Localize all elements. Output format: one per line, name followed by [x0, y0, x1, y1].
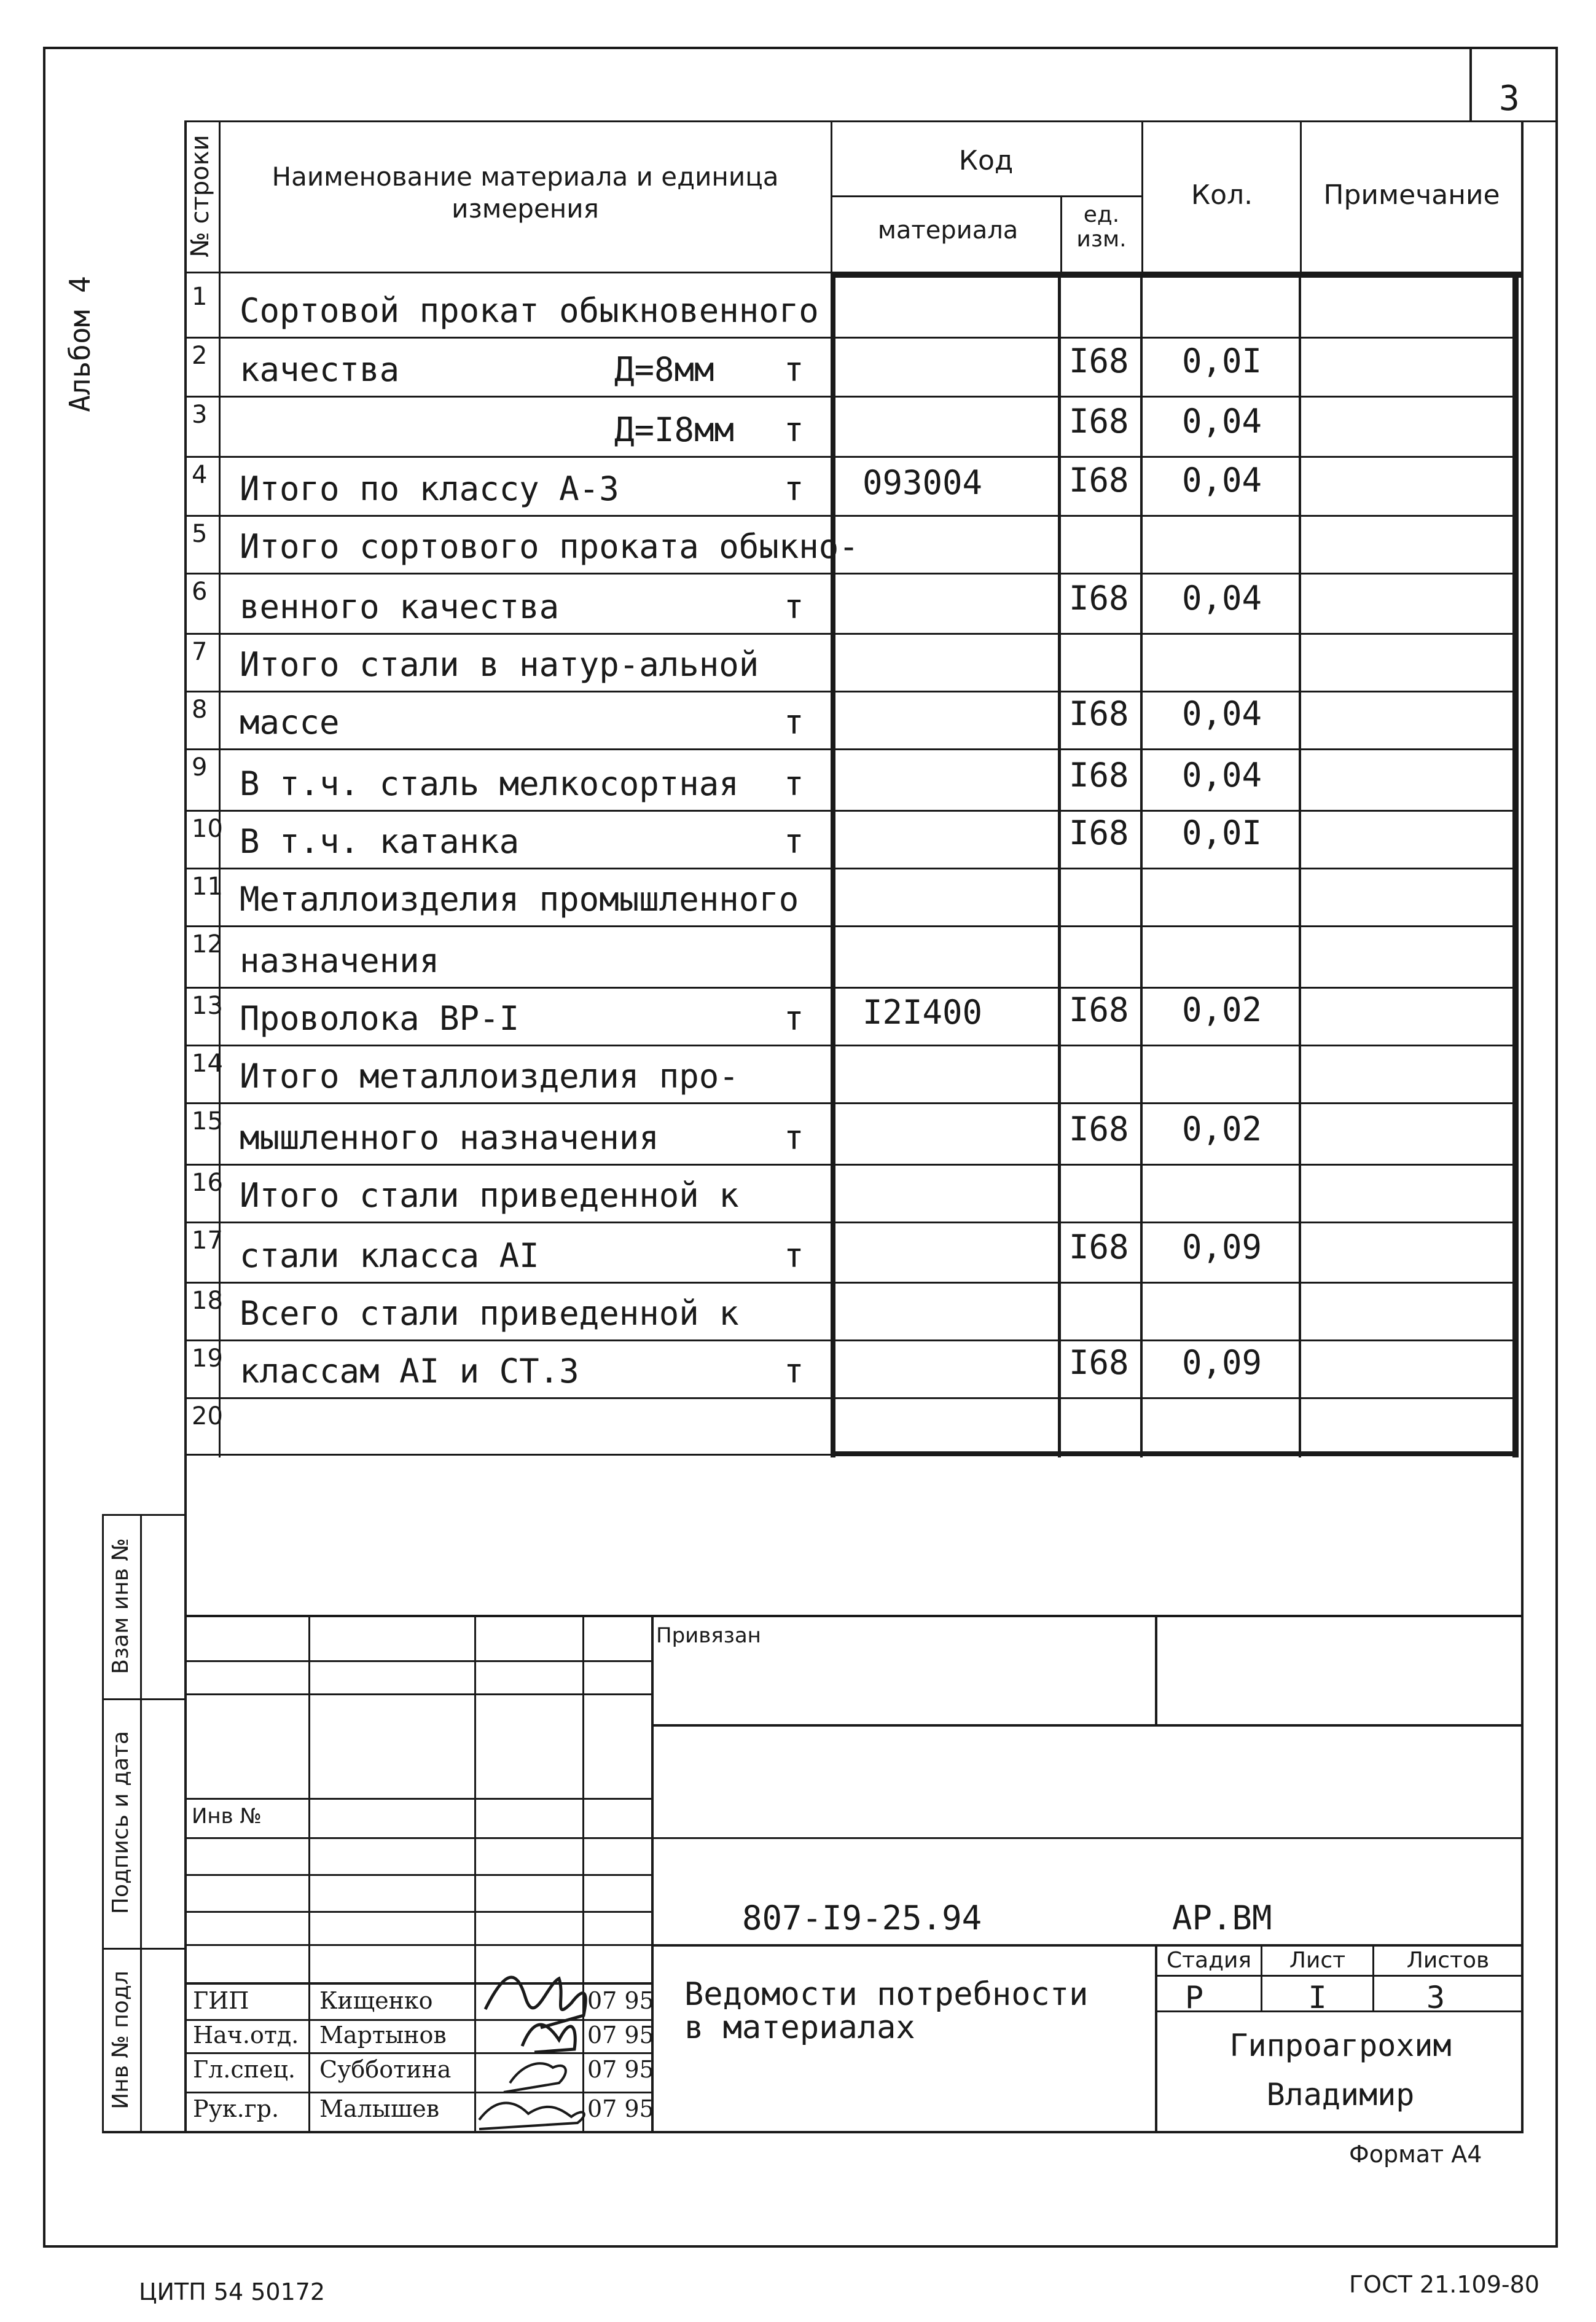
signer-role: Нач.отд.	[193, 2022, 299, 2049]
header-material: материала	[877, 216, 1019, 245]
row-number: 20	[192, 1402, 223, 1430]
row-separator	[184, 868, 1519, 869]
sheets-value: 3	[1426, 1980, 1445, 2015]
signature-scribbles	[467, 1960, 657, 2138]
inv-no-label: Инв №	[192, 1804, 262, 1829]
header-row-no: № строки	[186, 135, 214, 257]
row-name: Всего стали приведенной к	[240, 1294, 739, 1333]
row-separator	[184, 1222, 1519, 1223]
inner-right	[1521, 120, 1524, 2133]
code-box-bottom	[651, 1944, 1524, 1947]
row-separator	[184, 1339, 1519, 1341]
row-separator	[184, 456, 1519, 458]
signer-role: ГИП	[193, 1987, 249, 2014]
row-name: Итого стали приведенной к	[240, 1176, 739, 1215]
col-qty-h	[1141, 120, 1143, 274]
footer-right: ГОСТ 21.109-80	[1349, 2271, 1539, 2298]
signature-2	[522, 2025, 575, 2052]
row-number: 16	[192, 1169, 223, 1197]
row-number: 4	[192, 461, 208, 489]
row-separator	[184, 337, 1519, 339]
row-number: 12	[192, 930, 223, 959]
row-name: В т.ч. катанка	[240, 822, 520, 861]
row-number: 10	[192, 815, 223, 843]
row-q: 0,04	[1182, 579, 1262, 618]
col-code-mid-h	[831, 195, 1141, 197]
row-unit: т	[784, 1118, 804, 1157]
header-name-text: Наименование материала и единица измерения	[272, 162, 779, 224]
row-separator	[184, 925, 1519, 927]
inner-top	[184, 120, 1524, 122]
row-q: 0,02	[1182, 990, 1262, 1029]
signer-date: 07 95	[587, 1987, 654, 2014]
privyazan-right	[1155, 1615, 1157, 1725]
row-q: 0,04	[1182, 694, 1262, 733]
row-name: классам АI и СТ.3	[240, 1352, 579, 1390]
col-unit-h	[1060, 195, 1062, 274]
sheet-label: Лист	[1289, 1948, 1346, 1973]
grid-h7	[184, 1944, 652, 1946]
side-h2	[102, 1948, 186, 1950]
grid-h1	[184, 1660, 652, 1662]
row-q: 0,04	[1182, 756, 1262, 794]
row-unit: т	[784, 822, 804, 861]
row-separator	[184, 396, 1519, 398]
row-u: I68	[1069, 694, 1129, 733]
side-label-podpis: Подпись и дата	[108, 1730, 133, 1915]
row-separator	[184, 810, 1519, 812]
sheetnum-box-left	[1469, 47, 1472, 122]
row-u: I68	[1069, 990, 1129, 1029]
row-separator	[184, 1045, 1519, 1046]
signer-role: Рук.гр.	[193, 2095, 280, 2122]
row-number: 15	[192, 1107, 223, 1136]
frame-bottom	[43, 2245, 1558, 2248]
stage-label: Стадия	[1166, 1948, 1252, 1973]
row-separator	[184, 987, 1519, 989]
signature-3	[504, 2063, 566, 2092]
row-name: качества	[240, 350, 400, 389]
doc-title-line1: Ведомости потребности	[684, 1976, 1089, 2013]
row-unit: т	[784, 703, 804, 742]
grid-h5	[184, 1874, 652, 1876]
org-line2: Владимир	[1266, 2077, 1415, 2112]
row-u: I68	[1069, 579, 1129, 618]
row-name: Итого по классу А-3	[240, 469, 619, 508]
body-thick-top	[831, 272, 1524, 278]
sheets-label: Листов	[1406, 1948, 1490, 1973]
org-line1: Гипроагрохим	[1229, 2028, 1452, 2063]
row-u: I68	[1069, 1228, 1129, 1266]
side-box-bottom	[102, 2131, 186, 2133]
row-name: Итого сортового проката обыкно-	[240, 527, 859, 566]
row-q: 0,04	[1182, 461, 1262, 500]
row-unit: т	[784, 410, 804, 449]
row-name: Металлоизделия промышленного	[240, 880, 799, 919]
body-thick-left	[831, 272, 835, 1457]
row-separator	[184, 1397, 1519, 1399]
row-number: 19	[192, 1344, 223, 1373]
row-u: I68	[1069, 461, 1129, 500]
row-name: Проволока ВР-I	[240, 999, 520, 1038]
row-number: 3	[192, 401, 208, 429]
signer-name: Малышев	[319, 2095, 440, 2122]
album-label: Альбом 4	[63, 276, 96, 412]
row-unit: т	[784, 469, 804, 508]
row-number: 9	[192, 753, 208, 782]
header-unit: ед. изм.	[1076, 202, 1127, 252]
row-name: Сортовой прокат обыкновенного	[240, 291, 819, 330]
row-separator	[184, 515, 1519, 517]
signer-date: 07 95	[587, 2095, 654, 2122]
body-col-note	[1299, 272, 1301, 1457]
row-number: 5	[192, 520, 208, 548]
row-separator	[184, 748, 1519, 750]
row-u: I68	[1069, 814, 1129, 852]
grid-h4	[184, 1837, 652, 1839]
row-number: 11	[192, 873, 223, 901]
row-name: стали класса АI	[240, 1236, 539, 1275]
grid-h3	[184, 1798, 652, 1800]
row-u: I68	[1069, 1343, 1129, 1382]
doc-mark: АР.ВМ	[1172, 1899, 1272, 1937]
row-q: 0,04	[1182, 402, 1262, 441]
stage-value: Р	[1184, 1980, 1204, 2015]
row-separator	[184, 1102, 1519, 1104]
row-number: 7	[192, 638, 208, 666]
row-extra: Д=8мм	[614, 350, 714, 389]
col-name	[831, 120, 832, 274]
frame-right	[1555, 47, 1558, 2246]
sheet-value: I	[1308, 1980, 1327, 2015]
inner-left	[184, 120, 187, 2133]
signer-role: Гл.спец.	[193, 2056, 295, 2083]
row-unit: т	[784, 1352, 804, 1390]
row-u: I68	[1069, 402, 1129, 441]
body-col-qty	[1140, 272, 1143, 1457]
signature-4	[479, 2103, 584, 2130]
row-name: Итого металлоизделия про-	[240, 1057, 739, 1096]
frame-top	[43, 47, 1558, 49]
col-note-h	[1300, 120, 1302, 274]
row-q: 0,0I	[1182, 814, 1262, 852]
signature-1	[485, 1977, 585, 2028]
row-unit: т	[784, 999, 804, 1038]
row-number: 2	[192, 342, 208, 370]
row-q: 0,0I	[1182, 342, 1262, 380]
row-number: 1	[192, 283, 208, 311]
row-name: массе	[240, 703, 340, 742]
privyazan-label: Привязан	[656, 1623, 761, 1648]
row-separator	[184, 633, 1519, 635]
header-note: Примечание	[1323, 179, 1500, 211]
row-u: I68	[1069, 342, 1129, 380]
side-col	[140, 1514, 142, 2133]
row-unit: т	[784, 1236, 804, 1275]
grid-h2	[184, 1693, 652, 1695]
side-label-vzam: Взам инв №	[108, 1538, 133, 1674]
side-box-top	[102, 1514, 186, 1516]
signer-date: 07 95	[587, 2056, 654, 2083]
footer-left: ЦИТП 54 50172	[139, 2278, 326, 2305]
doc-title-line2: в материалах	[684, 2009, 915, 2046]
grid-h6	[184, 1911, 652, 1913]
row-extra: Д=I8мм	[614, 410, 735, 449]
body-thick-right	[1512, 272, 1519, 1457]
inner-bottom	[184, 2131, 1524, 2133]
sheet-number: 3	[1499, 79, 1520, 119]
row-q: 0,09	[1182, 1343, 1262, 1382]
row-q: 0,09	[1182, 1228, 1262, 1266]
row-u: I68	[1069, 756, 1129, 794]
row-separator	[184, 573, 1519, 575]
row-number: 8	[192, 696, 208, 724]
row-name: В т.ч. сталь мелкосортная	[240, 764, 739, 803]
format-label: Формат А4	[1349, 2141, 1482, 2168]
row-unit: т	[784, 764, 804, 803]
privyazan-bottom	[651, 1724, 1524, 1727]
signer-date: 07 95	[587, 2022, 654, 2049]
row-number: 13	[192, 992, 223, 1020]
row-name: назначения	[240, 941, 440, 980]
body-left-sep	[219, 272, 221, 1457]
header-code: Код	[958, 145, 1014, 176]
side-box-left	[102, 1514, 104, 2133]
row-number: 17	[192, 1226, 223, 1255]
stamp-top	[184, 1615, 1524, 1617]
signer-name: Субботина	[319, 2056, 452, 2083]
table-bottom	[184, 1454, 835, 1456]
row-number: 6	[192, 578, 208, 606]
row-code: 093004	[863, 463, 983, 502]
stage-row-line	[1155, 1975, 1524, 1977]
row-unit: т	[784, 350, 804, 389]
row-separator	[184, 691, 1519, 692]
signer-name: Кищенко	[319, 1987, 433, 2014]
row-u: I68	[1069, 1110, 1129, 1148]
row-number: 18	[192, 1287, 223, 1315]
row-code: I2I400	[863, 993, 983, 1032]
code-box-top	[651, 1837, 1524, 1839]
frame-left	[43, 47, 45, 2246]
body-thick-bottom	[831, 1451, 1519, 1456]
row-name: Итого стали в натур-альной	[240, 645, 759, 684]
doc-code: 807-I9-25.94	[742, 1899, 982, 1937]
header-name	[233, 161, 817, 225]
header-qty: Кол.	[1191, 179, 1253, 211]
signer-name: Мартынов	[319, 2022, 447, 2049]
row-number: 14	[192, 1049, 223, 1078]
row-separator	[184, 1164, 1519, 1166]
row-name: венного качества	[240, 587, 560, 626]
side-label-inv-podl: Инв № подл	[108, 1971, 133, 2109]
row-unit: т	[784, 587, 804, 626]
row-q: 0,02	[1182, 1110, 1262, 1148]
row-name: мышленного назначения	[240, 1118, 659, 1157]
body-col-unit	[1058, 272, 1061, 1457]
row-separator	[184, 1282, 1519, 1284]
